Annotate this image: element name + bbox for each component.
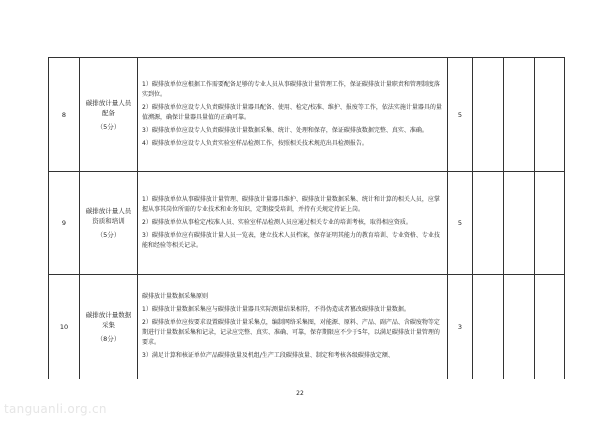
empty-cell [535, 58, 565, 172]
empty-cell [473, 275, 504, 379]
empty-cell [535, 172, 565, 275]
assessment-table [48, 57, 565, 379]
row-number: 9 [49, 172, 80, 275]
page-number: 22 [296, 390, 304, 397]
empty-cell [473, 172, 504, 275]
item-cell [80, 172, 138, 275]
requirement-text: 1）碳排放单位应根据工作需要配备足够的专业人员从事碳排放计量管理工作，保证碳排放计量职责和管理制度落实到位。 [142, 81, 440, 98]
empty-cell [504, 275, 535, 379]
item-points: （5分） [96, 122, 121, 131]
watermark: tanguanli.org.cn [4, 402, 107, 416]
requirement-text: 4）碳排放单位应设专人负责实验室样品检测工作，按照相关技术规范出具检测报告。 [142, 140, 368, 147]
requirement-text: 2）碳排放单位应设专人负责碳排放计量器具配备、使用、检定/校准、维护、报废等工作，依法实施计量器具的量值溯源，确保计量器具量值的正确可靠。 [142, 104, 442, 121]
table-row [49, 275, 565, 379]
row-number: 8 [49, 58, 80, 172]
item-name-line: 采集 [102, 320, 115, 329]
requirements-cell [138, 275, 448, 379]
table-row [49, 58, 565, 172]
requirements-cell [138, 58, 448, 172]
item-cell [80, 275, 138, 379]
requirement-text: 3）碳排放单位应设专人负责碳排放计量数据采集、统计、处理和保存，保证碳排放数据完整、真实、准确。 [142, 127, 428, 134]
table-row [49, 172, 565, 275]
empty-cell [473, 58, 504, 172]
score-cell: 5 [448, 58, 473, 172]
item-name-line: 碳排放计量数据 [85, 310, 132, 319]
requirements-cell [138, 172, 448, 275]
requirement-text: 3）满足计算和核证单位产品碳排放量及机组/生产工段碳排放量、制定和考核各级碳排放定额、 [142, 352, 394, 360]
item-cell [80, 58, 138, 172]
item-name-line: 配备 [102, 108, 115, 117]
item-points: （8分） [96, 334, 121, 343]
requirement-text: 碳排放计量数据采集原则 [142, 293, 209, 301]
empty-cell [504, 58, 535, 172]
item-points: （5分） [96, 231, 121, 239]
requirement-text: 3）碳排放单位应有碳排放计量人员一览表，建立技术人员档案，保存证明其能力的教育培训、专业资格、专业技能和经验等相关记录。 [142, 232, 440, 249]
empty-cell [535, 275, 565, 379]
requirement-text: 1）碳排放计量数据采集应与碳排放计量器具实际测量结果相符，不得伪造或者篡改碳排放计量数据。 [142, 306, 410, 314]
score-cell: 3 [448, 275, 473, 379]
score-cell: 5 [448, 172, 473, 275]
requirement-text: 2）碳排放单位应按要求设置碳排放计量采集点，编制网络采集图，对能源、原料、产品、副产品、含碳废物等定期进行计量数据采集和记录，记录应完整、真实、准确、可靠，保存期限应不少于5年，以满足碳排放计量管理的要求。 [142, 319, 440, 347]
item-name-line: 资质和培训 [92, 217, 125, 225]
empty-cell [504, 172, 535, 275]
requirement-text: 2）碳排放单位从事检定/校准人员、实验室样品检测人员应通过相关专业的培训考核，取得相应资质。 [142, 219, 412, 226]
item-name-line: 碳排放计量人员 [85, 98, 132, 107]
row-number: 10 [49, 275, 80, 379]
requirement-text: 1）碳排放单位从事碳排放计量管理、碳排放计量器具维护、碳排放计量数据采集、统计和计算的相关人员，应掌握从事其岗位所需的专业技术和业务知识，定期接受培训，并持有关规定持证上岗。 [142, 196, 440, 213]
item-name-line: 碳排放计量人员 [85, 207, 132, 215]
